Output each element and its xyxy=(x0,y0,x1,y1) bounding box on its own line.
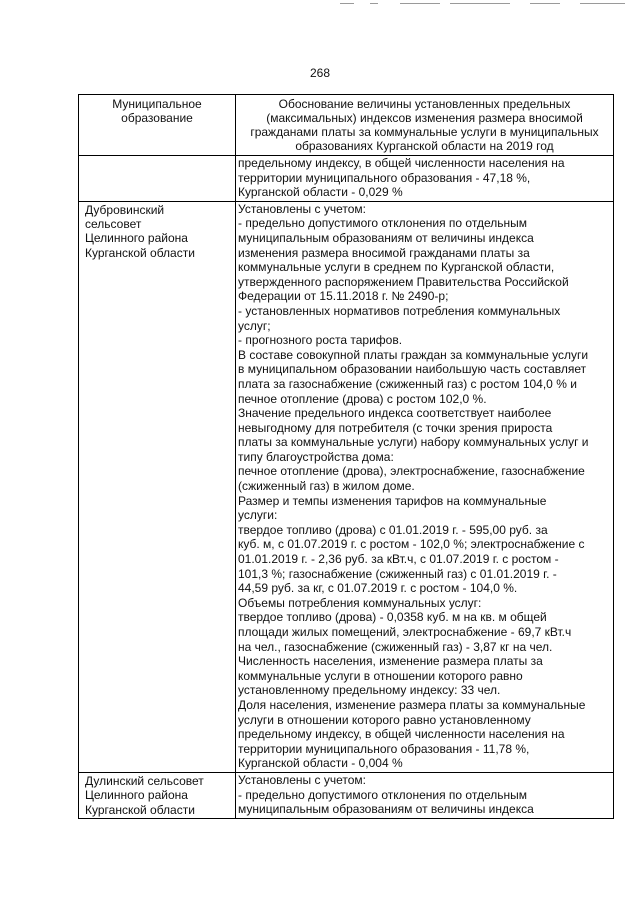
justification-text-line: куб. м, с 01.07.2019 г. с ростом - 102,0 %; электроснабжение с xyxy=(238,537,585,552)
justification-text-line: Размер и темпы изменения тарифов на коммунальные xyxy=(238,493,547,508)
justification-cell xyxy=(236,201,614,772)
municipality-cell xyxy=(79,201,236,772)
justification-text-line: типу благоустройства дома: xyxy=(238,449,394,464)
justification-text-line: услуги: xyxy=(238,508,278,523)
justification-text-line: площади жилых помещений, электроснабжение - 69,7 кВт.ч xyxy=(238,625,572,639)
justification-text-line: Курганской области - 0,029 % xyxy=(238,185,403,200)
header-justification-line: (максимальных) индексов изменения размера вносимой xyxy=(266,111,583,125)
justification-text-line: коммунальные услуги в среднем по Курганской области, xyxy=(238,260,555,275)
justification-text-line: установленному предельному индексу: 33 чел. xyxy=(238,683,501,698)
justification-text-line: услуги в отношении которого равно установленному xyxy=(238,712,531,727)
justification-text-line: 44,59 руб. за кг, с 01.07.2019 г. с ростом - 104,0 %. xyxy=(238,581,518,596)
scan-marks xyxy=(330,0,630,8)
justification-text-line: (сжиженный газ) в жилом доме. xyxy=(238,479,415,494)
justification-text-line: Установлены с учетом: xyxy=(238,772,366,787)
justification-text-line: твердое топливо (дрова) - 0,0358 куб. м на кв. м общей xyxy=(238,610,547,625)
justification-text-line: изменения размера вносимой гражданами платы за xyxy=(238,245,530,260)
municipality-name-line: сельсовет xyxy=(85,217,142,232)
justification-text-line: - установленных нормативов потребления коммунальных xyxy=(238,303,561,318)
justification-text-line: услуг; xyxy=(238,318,271,333)
justification-text-line: невыгодному для потребителя (с точки зрения прироста xyxy=(238,420,553,435)
header-justification-line: Обоснование величины установленных предельных xyxy=(278,97,571,111)
municipality-name-line: Курганской области xyxy=(85,802,195,817)
table-row xyxy=(79,201,614,772)
justification-text-line: платы за коммунальные услуги) набору коммунальных услуг и xyxy=(238,435,589,450)
justification-text-line: Федерации от 15.11.2018 г. № 2490-р; xyxy=(238,289,449,304)
header-municipality xyxy=(79,95,236,156)
indices-table xyxy=(78,94,614,819)
table-header-row xyxy=(79,95,614,156)
justification-text-line: Установлены с учетом: xyxy=(238,201,366,216)
justification-text-line: предельному индексу, в общей численности населения на xyxy=(238,156,565,170)
justification-text-line: утвержденного распоряжением Правительства Российской xyxy=(238,274,569,289)
justification-cell xyxy=(236,156,614,202)
table-row xyxy=(79,772,614,818)
justification-text-line: - предельно допустимого отклонения по отдельным xyxy=(238,787,527,802)
justification-text-line: Численность населения, изменение размера платы за xyxy=(238,654,543,669)
justification-text-line: Курганской области - 0,004 % xyxy=(238,756,403,771)
municipality-name-line: Целинного района xyxy=(85,788,188,803)
header-municipality-line: образование xyxy=(121,111,193,125)
page-number: 268 xyxy=(309,66,331,80)
justification-text-line: территории муниципального образования - 11,78 %, xyxy=(238,741,530,756)
justification-text-line: печное отопление (дрова), электроснабжение, газоснабжение xyxy=(238,464,585,479)
municipality-name-line: Дулинский сельсовет xyxy=(85,773,204,788)
justification-text-line: - предельно допустимого отклонения по отдельным xyxy=(238,216,527,231)
justification-text-line: плата за газоснабжение (сжиженный газ) с ростом 104,0 % и xyxy=(238,376,577,391)
justification-text-line: - прогнозного роста тарифов. xyxy=(238,333,403,348)
justification-text-line: муниципальным образованиям от величины индекса xyxy=(238,802,534,817)
justification-text-line: Доля населения, изменение размера платы за коммунальные xyxy=(238,697,586,712)
justification-text-line: 101,3 %; газоснабжение (сжиженный газ) с 01.01.2019 г. - xyxy=(238,566,557,581)
header-municipality-line: Муниципальное xyxy=(112,97,202,111)
header-justification-line: образованиях Курганской области на 2019 год xyxy=(295,139,554,153)
justification-text-line: 01.01.2019 г. - 2,36 руб. за кВт.ч, с 01.07.2019 г. с ростом - xyxy=(238,552,559,567)
municipality-name-line: Дубровинский xyxy=(85,202,165,217)
justification-text-line: предельному индексу, в общей численности населения на xyxy=(238,727,565,742)
municipality-cell xyxy=(79,772,236,818)
justification-text-line: на чел., газоснабжение (сжиженный газ) - 3,87 кг на чел. xyxy=(238,639,553,654)
header-justification xyxy=(236,95,614,156)
justification-text-line: в муниципальном образовании наибольшую часть составляет xyxy=(238,362,587,377)
justification-text-line: Объемы потребления коммунальных услуг: xyxy=(238,595,482,610)
justification-text-line: муниципальным образованиям от величины индекса xyxy=(238,230,534,245)
justification-text-line: В составе совокупной платы граждан за коммунальные услуги xyxy=(238,347,589,362)
municipality-cell xyxy=(79,156,236,202)
justification-text-line: печное отопление (дрова) с ростом 102,0 %. xyxy=(238,391,487,406)
justification-text-line: Значение предельного индекса соответствует наиболее xyxy=(238,406,552,421)
table-row xyxy=(79,156,614,202)
header-justification-line: гражданами платы за коммунальные услуги в муниципальных xyxy=(250,125,599,139)
justification-text-line: коммунальные услуги в отношении которого равно xyxy=(238,668,523,683)
municipality-name-line: Целинного района xyxy=(85,231,188,246)
justification-text-line: твердое топливо (дрова) с 01.01.2019 г. - 595,00 руб. за xyxy=(238,522,548,537)
justification-cell xyxy=(236,772,614,818)
justification-text-line: территории муниципального образования - 47,18 %, xyxy=(238,170,531,185)
municipality-name-line: Курганской области xyxy=(85,245,195,260)
